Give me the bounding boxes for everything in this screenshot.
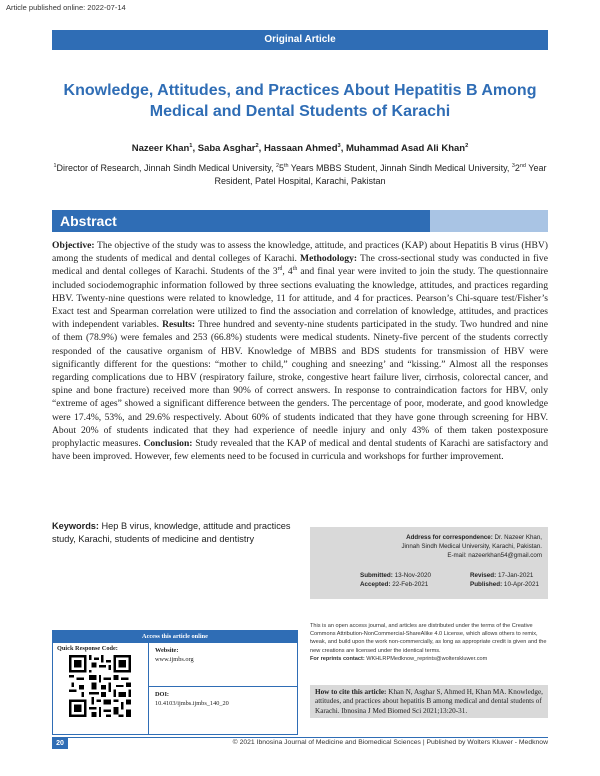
affiliations: $^1$Director of Research, Jinnah Sindh Medical University, $^2$5th Years MBBS Student, Jinnah Sindh Medical University, $^3$2nd Year Resident, Patel Hospital, Karachi, Pakistan	[53, 163, 547, 186]
page-number: 20	[52, 738, 68, 749]
correspondence-email[interactable]: E-mail: nazeerkhan54@gmail.com	[447, 552, 542, 559]
doi-cell	[149, 687, 297, 734]
abstract-heading: Abstract	[60, 213, 117, 229]
doi-label: DOI:	[155, 691, 169, 698]
article-title: Knowledge, Attitudes, and Practices About Hepatitis B Among Medical and Dental Students of Karachi	[63, 82, 537, 120]
article-dates: Submitted: 13-Nov-2020 Revised: 17-Jan-2021 Accepted: 22-Feb-2021 Published: 10-Apr-2021	[360, 572, 539, 588]
section-banner: Original Article	[52, 30, 548, 50]
access-info-cell	[149, 643, 297, 734]
correspondence-address: Address for correspondence: Dr. Nazeer Khan, Jinnah Sindh Medical University, Karachi, Pakistan. E-mail: nazeerkhan54@gmail.com	[401, 534, 542, 559]
website-label: Website:	[155, 647, 179, 654]
author-list: Nazeer Khan$^1$, Saba Asghar$^2$, Hassaan Ahmed$^3$, Muhammad Asad Ali Khan$^2$	[131, 142, 469, 154]
keywords: Keywords: Hep B virus, knowledge, attitude and practices study, Karachi, students of medicine and dentistry	[52, 521, 291, 544]
qr-code-icon[interactable]	[69, 655, 131, 717]
citation-box: How to cite this article: Khan N, Asghar S, Ahmed H, Khan MA. Knowledge, attitudes, and practices about hepatitis B among medical and dental students of Karachi. Ibnosina J Med Biomed Sci 2021;13:20-31.	[310, 685, 548, 718]
abstract-heading-bar	[52, 210, 548, 232]
author-name: Hassaan Ahmed	[263, 143, 338, 154]
access-heading: Access this article online	[53, 631, 297, 643]
doi-link[interactable]: 10.4103/ijmbs.ijmbs_140_20	[155, 700, 229, 707]
access-online-box	[52, 630, 298, 735]
qr-cell	[53, 643, 149, 734]
heading-accent-bar	[430, 210, 548, 232]
website-cell	[149, 643, 297, 687]
qr-label: Quick Response Code:	[57, 645, 118, 652]
author-name: Muhammad Asad Ali Khan	[345, 143, 466, 154]
author-name: Saba Asghar	[197, 143, 256, 154]
website-link[interactable]: www.ijmbs.org	[155, 656, 194, 663]
abstract-body: Objective: The objective of the study was to assess the knowledge, attitude, and practices (KAP) about Hepatitis B virus (HBV) among the students of medical and dental colleges of Karachi. Methodology: The cross-sectional study was conducted in five medical and dental colleges of Karachi. Students of the 3rd, 4th and final year were invited to join the study. The questionnaire included sociodemographic information followed by three sections evaluating the knowledge, attitudes, and practices regarding HBV. Twenty-nine questions were related to knowledge, 11 for attitude, and 4 for practices. Pearson’s Chi-square test/Fisher’s Exact test and Spearman correlation were utilized to find the association and correlation of knowledge, attitudes, and practices with independent variables. Results: Three hundred and seventy-nine students participated in the study. Two hundred and nine of them (78.9%) were females and 253 (66.8%) students were medical students. Ninety-five percent of the students correctly responded of the causative organism of HBV. Knowledge of MBBS and BDS students for transmission of HBV were significantly different for the questions: “mother to child,” coughing and sneezing’ and “kissing.” Almost all the responses regarding complications due to HBV (respiratory failure, stroke, congestive heart failure liver, cirrhosis, colorectal cancer, and spine and bone fracture) received more than 90% of correct answers. In response to contraindication factors for HBV, only “extreme of ages” showed a significant difference between the genders. The percentage of poor, moderate, and good knowledge were 17.4%, 53%, and 29.6% respectively. About 60% of students indicated that they have gone through screening for HBV. About 20% of students indicated that they had experience of needle injury and only 43% of them taken postexposure prophylactic measures. Conclusion: Study revealed that the KAP of medical and dental students of Karachi are satisfactory and have been improved. However, few elements need to be focused in curricula and workshops for further improvement.	[52, 240, 549, 463]
author-name: Nazeer Khan	[131, 143, 190, 154]
reprints-contact[interactable]: WKHLRPMedknow_reprints@wolterskluwer.com	[364, 655, 488, 662]
publication-date: Article published online: 2022-07-14	[6, 3, 126, 12]
footer-copyright: © 2021 Ibnosina Journal of Medicine and Biomedical Sciences | Published by Wolters Kluwer - Medknow	[232, 739, 548, 746]
correspondence-box	[310, 527, 548, 599]
footer-divider	[52, 737, 548, 738]
license-notice: This is an open access journal, and articles are distributed under the terms of the Creative Commons Attribution-NonCommercial-ShareAlike 4.0 License, which allows others to remix, tweak, and build upon the work non-commercially, as long as appropriate credit is given and the new creations are licensed under the identical terms. For reprints contact: WKHLRPMedknow_reprints@wolterskluwer.com	[310, 623, 547, 662]
